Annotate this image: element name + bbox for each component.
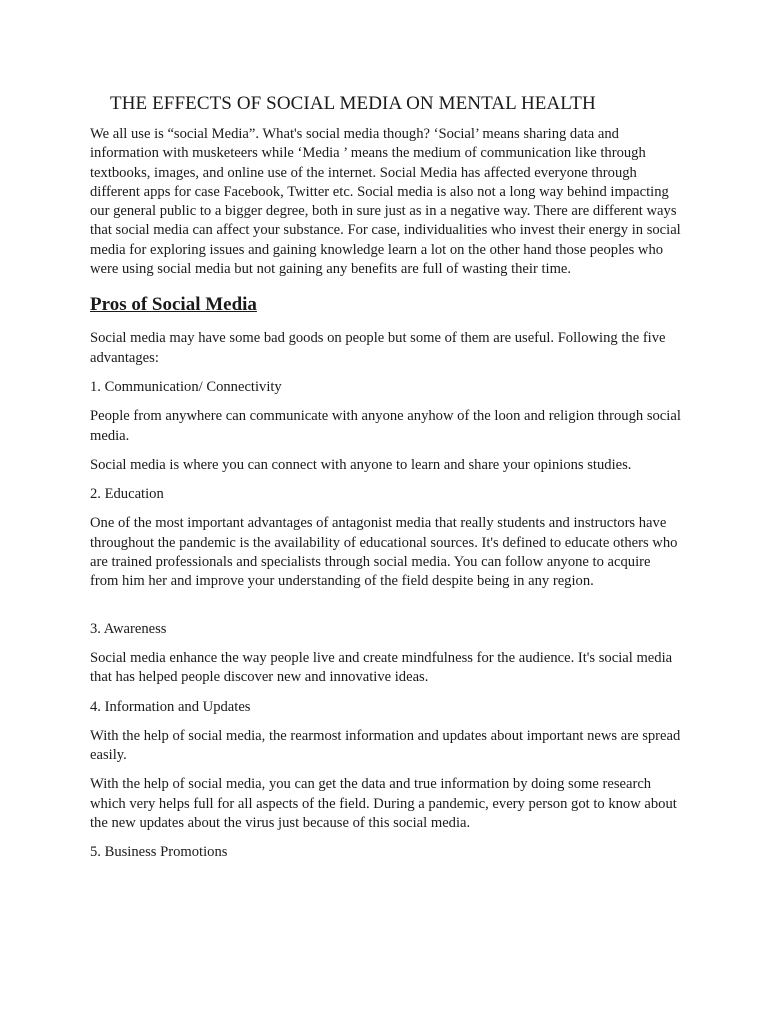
item-paragraph: Social media enhance the way people live and create mindfulness for the audience. It's social media that has helped people discover new and innovative ideas. bbox=[90, 649, 673, 686]
item-heading-information-updates: 4. Information and Updates bbox=[90, 698, 251, 715]
section-intro-paragraph: Social media may have some bad goods on people but some of them are useful. Following the five advantages: bbox=[90, 330, 666, 366]
section-heading-pros: Pros of Social Media bbox=[90, 294, 257, 316]
item-heading-communication: 1. Communication/ Connectivity bbox=[90, 378, 282, 395]
item-heading-education: 2. Education bbox=[90, 486, 164, 503]
item-paragraph: With the help of social media, you can get the data and true information by doing some research which very helps full for all aspects of the field. During a pandemic, every person got to know about the new updates about the virus just because of this social media. bbox=[90, 776, 677, 832]
item-heading-business-promotions: 5. Business Promotions bbox=[90, 844, 228, 861]
document-page bbox=[90, 92, 682, 873]
intro-paragraph: We all use is “social Media”. What's social media though? ‘Social’ means sharing data and information with musketeers while ‘Media ’ means the medium of communication like through textbooks, images, and online use of the internet. Social Media has affected everyone through different apps for case Facebook, Twitter etc. Social media is also not a long way behind impacting our general public to a bigger degree, both in sure just as in a negative way. There are different ways that social media can affect your substance. For case, individualities who invest their energy in social media for exploring issues and gaining knowledge learn a lot on the other hand those peoples who were using social media but not gaining any benefits are full of wasting their time. bbox=[90, 126, 681, 278]
item-paragraph: One of the most important advantages of antagonist media that really students and instructors have throughout the pandemic is the availability of educational sources. It's defined to educate others who are trained professionals and specialists through social media. You can follow anyone to acquire from him her and improve your understanding of the field despite being in any region. bbox=[90, 515, 678, 590]
item-heading-awareness: 3. Awareness bbox=[90, 620, 167, 637]
document-title: THE EFFECTS OF SOCIAL MEDIA ON MENTAL HEALTH bbox=[110, 93, 596, 114]
item-paragraph: With the help of social media, the rearmost information and updates about important news are spread easily. bbox=[90, 727, 681, 764]
item-paragraph: Social media is where you can connect with anyone to learn and share your opinions studies. bbox=[90, 456, 632, 473]
item-paragraph: People from anywhere can communicate with anyone anyhow of the loon and religion through social media. bbox=[90, 408, 681, 444]
